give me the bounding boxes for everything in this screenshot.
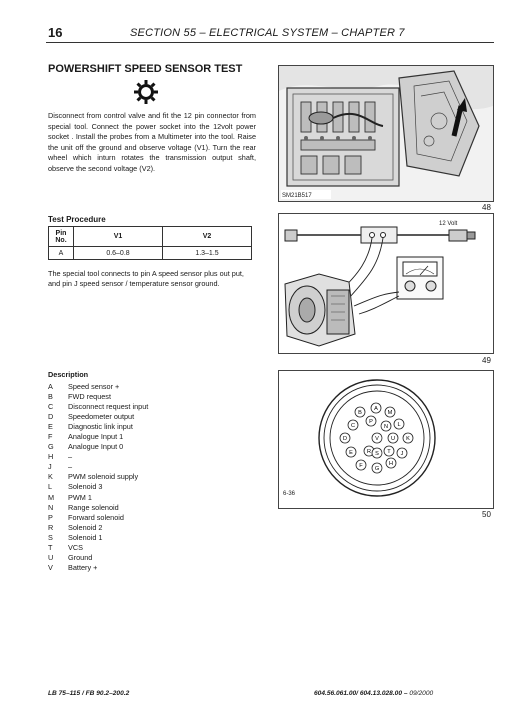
connector-pin bbox=[340, 433, 350, 443]
list-item bbox=[48, 412, 148, 422]
pin-description: Analogue Input 1 bbox=[68, 432, 124, 442]
connector-pin bbox=[366, 416, 376, 426]
list-item bbox=[48, 523, 148, 533]
description-list bbox=[48, 382, 148, 573]
pin-description: Forward solenoid bbox=[68, 512, 124, 522]
footer-part-numbers bbox=[314, 690, 433, 697]
pin-letter: S bbox=[48, 532, 53, 542]
figure-48-valve-photo bbox=[278, 65, 494, 202]
pin-description: – bbox=[68, 462, 73, 472]
pin-letter: M bbox=[48, 492, 55, 502]
pin-letter: G bbox=[48, 442, 54, 452]
pin-label: R bbox=[366, 449, 372, 456]
connector-pin bbox=[372, 463, 382, 473]
column-header: V2 bbox=[163, 227, 252, 247]
connector-pin bbox=[403, 433, 413, 443]
pin-label: T bbox=[387, 449, 391, 456]
page-number: 16 bbox=[48, 25, 63, 40]
table-cell: A bbox=[49, 247, 74, 260]
test-procedure-title: Test Procedure bbox=[48, 215, 106, 224]
table-cell: 0.6–0.8 bbox=[74, 247, 163, 260]
pin-letter: B bbox=[48, 392, 53, 402]
pin-description: Analogue Input 0 bbox=[68, 442, 124, 452]
pin-label: M bbox=[387, 410, 393, 417]
footer-date: 09/2000 bbox=[409, 690, 434, 697]
connector-pin bbox=[397, 448, 407, 458]
control-valve-illustration bbox=[279, 66, 493, 201]
pin-letter: K bbox=[48, 472, 53, 482]
pin-label: A bbox=[374, 406, 378, 413]
pin-label: D bbox=[342, 436, 348, 443]
section-title: POWERSHIFT SPEED SENSOR TEST bbox=[48, 63, 243, 75]
list-item bbox=[48, 533, 148, 543]
test-procedure-table bbox=[48, 226, 252, 260]
page-header-title: SECTION 55 – ELECTRICAL SYSTEM – CHAPTER 7 bbox=[130, 27, 405, 39]
list-item bbox=[48, 493, 148, 503]
pin-description: Speed sensor + bbox=[68, 382, 120, 391]
pin-label: E bbox=[349, 450, 353, 457]
column-header: Pin No. bbox=[49, 227, 74, 247]
pin-label: H bbox=[388, 461, 394, 468]
column-header: V1 bbox=[74, 227, 163, 247]
connector-pin bbox=[388, 433, 398, 443]
pin-description: Disconnect request input bbox=[68, 402, 149, 412]
list-item bbox=[48, 382, 148, 392]
list-item bbox=[48, 482, 148, 492]
pin-label: K bbox=[406, 436, 410, 443]
pin-label: V bbox=[375, 436, 379, 443]
figure-48-number: 48 bbox=[482, 203, 491, 212]
pin-letter: R bbox=[48, 522, 54, 532]
figure-49-wiring-diagram bbox=[278, 213, 494, 354]
pin-label: J bbox=[400, 451, 404, 458]
list-item bbox=[48, 392, 148, 402]
header-divider bbox=[46, 42, 494, 43]
figure-50-connector-diagram bbox=[278, 370, 494, 509]
intro-paragraph: Disconnect from control valve and fit the 12 pin connector from special tool. Connect the power socket into the 12volt power socket . Install the probes from a Multimeter into the tool. Raise the unit off the ground and observe voltage (V1). Turn the rear wheel which inturn rotates the transmission output shaft, observe the second voltage (V2). bbox=[48, 111, 256, 173]
list-item bbox=[48, 553, 148, 563]
special-tool-note: The special tool connects to pin A speed sensor plus out put, and pin J speed sensor / temperature sensor ground. bbox=[48, 269, 244, 289]
connector-pin bbox=[381, 421, 391, 431]
pin-description: Ground bbox=[68, 552, 93, 562]
connector-pin bbox=[346, 447, 356, 457]
figure-50-number: 50 bbox=[482, 510, 491, 519]
pin-label: P bbox=[369, 419, 373, 426]
pin-letter: E bbox=[48, 422, 53, 432]
list-item bbox=[48, 472, 148, 482]
pin-label: N bbox=[383, 424, 389, 431]
table-row bbox=[49, 247, 252, 260]
connector-pin bbox=[372, 433, 382, 443]
special-tool-illustration bbox=[279, 214, 493, 353]
pin-label: U bbox=[390, 436, 396, 443]
pin-label: B bbox=[358, 410, 362, 417]
table-cell: 1.3–1.5 bbox=[163, 247, 252, 260]
list-item bbox=[48, 462, 148, 472]
pin-description: Solenoid 1 bbox=[68, 532, 103, 542]
pin-description: – bbox=[68, 452, 73, 462]
list-item bbox=[48, 402, 148, 412]
connector-pin bbox=[385, 407, 395, 417]
pin-letter: T bbox=[48, 542, 53, 552]
pin-letter: N bbox=[48, 502, 54, 512]
connector-pin bbox=[386, 458, 396, 468]
connector-pin bbox=[355, 407, 365, 417]
pin-letter: L bbox=[48, 482, 53, 492]
pin-label: C bbox=[350, 423, 356, 430]
pin-description: Speedometer output bbox=[68, 412, 135, 422]
footer-model: LB 75–115 / FB 90.2–200.2 bbox=[48, 690, 130, 697]
list-item bbox=[48, 422, 148, 432]
pin-letter: A bbox=[48, 382, 53, 391]
voltage-label: 12 Volt bbox=[439, 221, 458, 227]
figure-48-code: SM21B517 bbox=[282, 193, 312, 199]
pin-description: FWD request bbox=[68, 392, 111, 402]
pin-description: Range solenoid bbox=[68, 502, 119, 512]
connector-pin bbox=[348, 420, 358, 430]
pin-letter: J bbox=[48, 462, 52, 472]
pin-description: Solenoid 3 bbox=[68, 482, 103, 492]
list-item bbox=[48, 442, 148, 452]
footer-codes: 604.56.061.00/ 604.13.028.00 – bbox=[314, 690, 408, 697]
pin-description: PWM solenoid supply bbox=[68, 472, 139, 482]
connector-pin bbox=[372, 448, 382, 458]
connector-pin bbox=[394, 419, 404, 429]
list-item bbox=[48, 563, 148, 573]
figure-49-number: 49 bbox=[482, 356, 491, 365]
connector-pin bbox=[356, 460, 366, 470]
connector-pinout-illustration bbox=[279, 371, 493, 508]
pin-label: S bbox=[375, 451, 379, 458]
pin-label: F bbox=[359, 463, 363, 470]
list-item bbox=[48, 432, 148, 442]
pin-letter: U bbox=[48, 552, 54, 562]
description-title: Description bbox=[48, 370, 89, 379]
pin-description: Solenoid 2 bbox=[68, 522, 103, 532]
pin-label: G bbox=[374, 466, 380, 473]
pin-description: Battery + bbox=[68, 562, 98, 572]
pin-letter: C bbox=[48, 402, 54, 412]
gear-icon bbox=[133, 79, 159, 105]
pin-letter: F bbox=[48, 432, 53, 442]
connector-pin bbox=[384, 446, 394, 456]
pin-description: PWM 1 bbox=[68, 492, 92, 502]
pin-letter: V bbox=[48, 562, 53, 572]
list-item bbox=[48, 452, 148, 462]
pin-description: Diagnostic link input bbox=[68, 422, 133, 432]
pin-description: VCS bbox=[68, 542, 84, 552]
list-item bbox=[48, 513, 148, 523]
pin-letter: H bbox=[48, 452, 54, 462]
pin-label: L bbox=[397, 422, 401, 429]
table-header-row bbox=[49, 227, 252, 247]
pin-letter: P bbox=[48, 512, 53, 522]
connector-pin bbox=[371, 403, 381, 413]
list-item bbox=[48, 503, 148, 513]
list-item bbox=[48, 543, 148, 553]
figure-50-code: 6-36 bbox=[283, 491, 296, 497]
pin-letter: D bbox=[48, 412, 54, 422]
